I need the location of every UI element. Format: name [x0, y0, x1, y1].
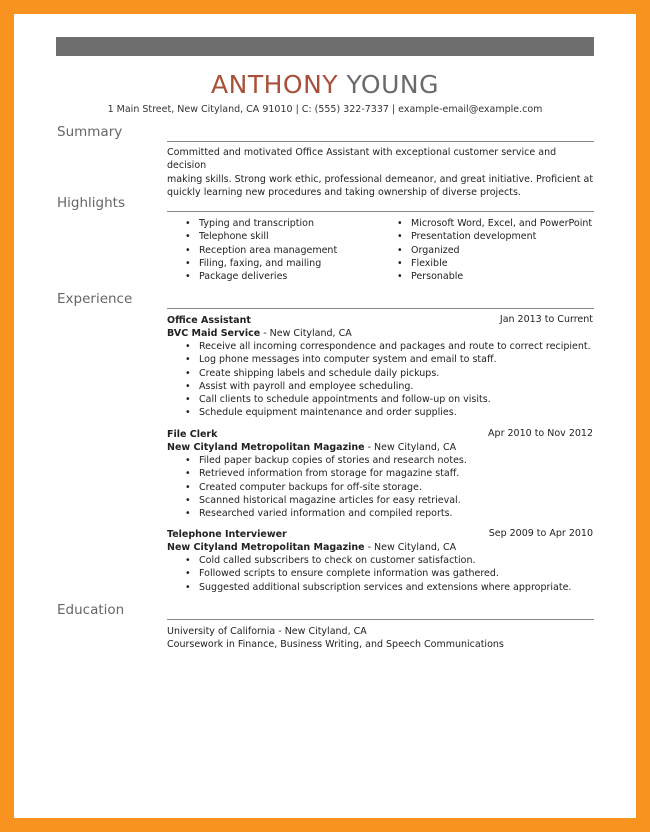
job-dates: Apr 2010 to Nov 2012 [488, 428, 593, 439]
company-name: BVC Maid Service [167, 328, 261, 339]
section-title-experience: Experience [57, 291, 133, 307]
job-employer [167, 441, 456, 454]
list-item: • Cold called subscribers to check on customer satisfaction. [167, 554, 597, 567]
list-item: • Organized [379, 244, 597, 257]
job-dates: Jan 2013 to Current [499, 314, 593, 325]
summary-line: quickly learning new procedures and taking ownership of diverse projects. [167, 186, 521, 198]
education-school: University of California - New Cityland, CA [167, 626, 367, 637]
list-item: • Create shipping labels and schedule daily pickups. [167, 367, 597, 380]
divider-summary [167, 141, 594, 142]
company-name: New Cityland Metropolitan Magazine [167, 442, 365, 453]
company-location: - New Cityland, CA [364, 442, 457, 453]
job-duties [167, 554, 597, 594]
list-item: • Followed scripts to ensure complete information was gathered. [167, 567, 597, 580]
list-item: • Filed paper backup copies of stories and research notes. [167, 454, 597, 467]
list-item: • Researched varied information and compiled reports. [167, 507, 597, 520]
company-location: - New Cityland, CA [364, 542, 457, 553]
list-item: • Typing and transcription [167, 217, 377, 230]
highlights-right-list [379, 217, 597, 283]
list-item: • Presentation development [379, 230, 597, 243]
divider-education [167, 619, 594, 620]
summary-text [167, 146, 597, 199]
job-title: File Clerk [167, 429, 218, 440]
list-item: • Flexible [379, 257, 597, 270]
list-item: • Reception area management [167, 244, 377, 257]
list-item: • Microsoft Word, Excel, and PowerPoint [379, 217, 597, 230]
job-employer [167, 541, 456, 554]
list-item: • Scanned historical magazine articles for easy retrieval. [167, 494, 597, 507]
first-name: ANTHONY [211, 70, 339, 99]
header-bar [56, 37, 594, 56]
list-item: • Filing, faxing, and mailing [167, 257, 377, 270]
divider-highlights [167, 211, 594, 212]
company-location: - New Cityland, CA [260, 328, 352, 339]
highlights-left-list [167, 217, 377, 283]
summary-line: Committed and motivated Office Assistant with exceptional customer service and decision [167, 147, 557, 172]
list-item: • Package deliveries [167, 270, 377, 283]
list-item: • Personable [379, 270, 597, 283]
candidate-name [0, 70, 650, 99]
list-item: • Assist with payroll and employee scheduling. [167, 380, 597, 393]
job-title: Office Assistant [167, 315, 251, 326]
job-dates: Sep 2009 to Apr 2010 [488, 528, 593, 539]
company-name: New Cityland Metropolitan Magazine [167, 542, 365, 553]
list-item: • Created computer backups for off-site storage. [167, 481, 597, 494]
list-item: • Log phone messages into computer system and email to staff. [167, 353, 597, 366]
list-item: • Retrieved information from storage for magazine staff. [167, 467, 597, 480]
list-item: • Telephone skill [167, 230, 377, 243]
divider-experience [167, 308, 594, 309]
list-item: • Schedule equipment maintenance and order supplies. [167, 406, 597, 419]
job-duties [167, 454, 597, 520]
summary-line: making skills. Strong work ethic, professional demeanor, and great initiative. Proficient at [167, 173, 594, 185]
job-employer [167, 327, 352, 340]
list-item: • Call clients to schedule appointments and follow-up on visits. [167, 393, 597, 406]
contact-line: 1 Main Street, New Cityland, CA 91010 | C: (555) 322-7337 | example-email@example.com [107, 104, 543, 115]
education-coursework: Coursework in Finance, Business Writing, and Speech Communications [167, 639, 504, 650]
job-title: Telephone Interviewer [167, 529, 287, 540]
section-title-summary: Summary [57, 124, 123, 140]
list-item: • Suggested additional subscription services and extensions where appropriate. [167, 581, 597, 594]
section-title-highlights: Highlights [57, 195, 125, 211]
section-title-education: Education [57, 602, 125, 618]
list-item: • Receive all incoming correspondence and packages and route to correct recipient. [167, 340, 597, 353]
last-name: YOUNG [346, 70, 439, 99]
job-duties [167, 340, 597, 420]
